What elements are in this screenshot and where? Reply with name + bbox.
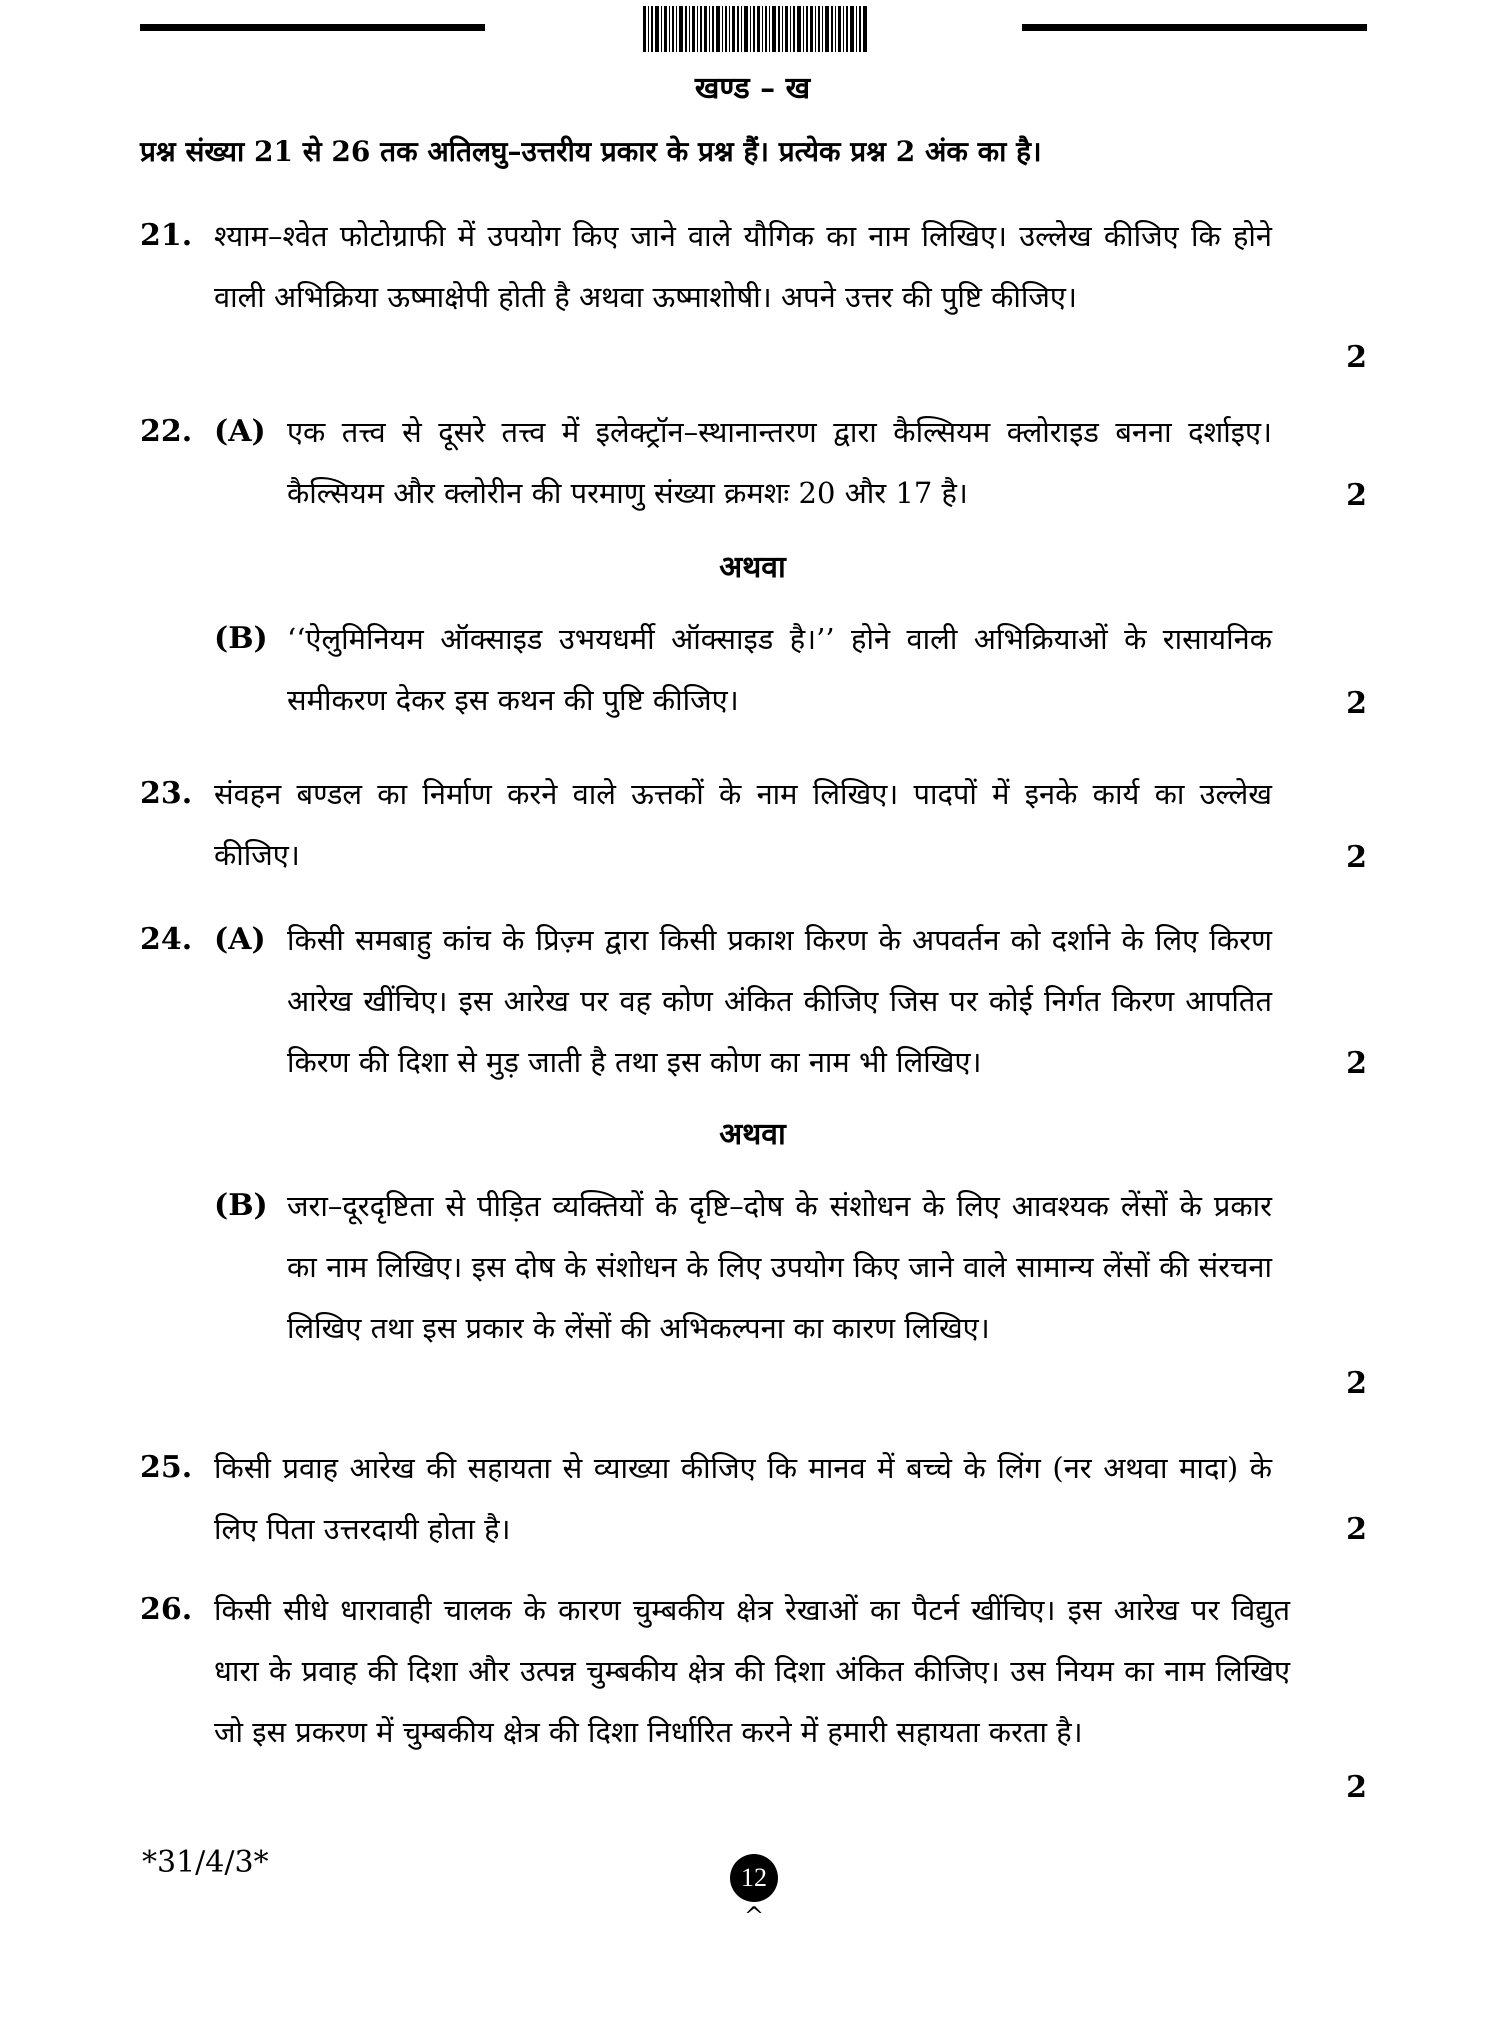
barcode-icon bbox=[643, 6, 867, 52]
question-24-option-a-label: (A) bbox=[214, 922, 266, 957]
question-24-or-label: अथवा bbox=[719, 1117, 786, 1152]
question-22-option-b-label: (B) bbox=[214, 621, 268, 656]
question-number-23: 23. bbox=[140, 776, 193, 811]
question-22-option-b-text: ‘‘ऐलुमिनियम ऑक्साइड उभयधर्मी ऑक्साइड है।’’ होने वाली अभिक्रियाओं के रासायनिक समीकरण देकर इस कथन की पुष्टि कीजिए। bbox=[287, 622, 1272, 717]
question-marks-21: 2 bbox=[1346, 340, 1367, 375]
question-number-25: 25. bbox=[140, 1450, 193, 1485]
page-number-badge: 12 bbox=[730, 1854, 778, 1902]
question-22-option-b-marks: 2 bbox=[1346, 686, 1367, 721]
question-text-25: किसी प्रवाह आरेख की सहायता से व्याख्या कीजिए कि मानव में बच्चे के लिंग (नर अथवा मादा) के लिए पिता उत्तरदायी होता है। bbox=[214, 1451, 1272, 1546]
paper-code: *31/4/3* bbox=[142, 1845, 269, 1880]
question-number-26: 26. bbox=[140, 1592, 193, 1627]
section-instruction: प्रश्न संख्या 21 से 26 तक अतिलघु–उत्तरीय प्रकार के प्रश्न हैं। प्रत्येक प्रश्न 2 अंक का है। bbox=[140, 135, 1042, 168]
question-24-option-b-marks: 2 bbox=[1346, 1366, 1367, 1401]
question-number-24: 24. bbox=[140, 922, 193, 957]
question-number-22: 22. bbox=[140, 414, 193, 449]
question-marks-26: 2 bbox=[1346, 1770, 1367, 1805]
question-24-option-a-text: किसी समबाहु कांच के प्रिज़्म द्वारा किसी प्रकाश किरण के अपवर्तन को दर्शाने के लिए किरण आरेख खींचिए। इस आरेख पर वह कोण अंकित कीजिए जिस पर कोई निर्गत किरण आपतित किरण की दिशा से मुड़ जाती है तथा इस कोण का नाम भी लिखिए। bbox=[287, 923, 1272, 1079]
header-rule-right bbox=[1022, 24, 1367, 31]
section-title: खण्ड – ख bbox=[694, 71, 811, 106]
question-marks-23: 2 bbox=[1346, 840, 1367, 875]
question-marks-25: 2 bbox=[1346, 1512, 1367, 1547]
header-rule-left bbox=[140, 24, 485, 31]
caret-mark: ^ bbox=[744, 1902, 765, 1930]
question-text-21: श्याम–श्वेत फोटोग्राफी में उपयोग किए जाने वाले यौगिक का नाम लिखिए। उल्लेख कीजिए कि होने वाली अभिक्रिया ऊष्माक्षेपी होती है अथवा ऊष्माशोषी। अपने उत्तर की पुष्टि कीजिए। bbox=[214, 219, 1272, 314]
question-22-option-a-label: (A) bbox=[214, 414, 266, 449]
question-22-option-a-text: एक तत्त्व से दूसरे तत्त्व में इलेक्ट्रॉन–स्थानान्तरण द्वारा कैल्सियम क्लोराइड बनना दर्शाइए। कैल्सियम और क्लोरीन की परमाणु संख्या क्रमशः 20 और 17 है। bbox=[287, 415, 1272, 510]
question-number-21: 21. bbox=[140, 218, 193, 253]
question-22-option-a-marks: 2 bbox=[1346, 478, 1367, 513]
question-22-or-label: अथवा bbox=[719, 550, 786, 585]
question-24-option-b-label: (B) bbox=[214, 1188, 268, 1223]
question-text-26: किसी सीधे धारावाही चालक के कारण चुम्बकीय क्षेत्र रेखाओं का पैटर्न खींचिए। इस आरेख पर विद्युत धारा के प्रवाह की दिशा और उत्पन्न चुम्बकीय क्षेत्र की दिशा अंकित कीजिए। उस नियम का नाम लिखिए जो इस प्रकरण में चुम्बकीय क्षेत्र की दिशा निर्धारित करने में हमारी सहायता करता है। bbox=[214, 1593, 1290, 1749]
question-text-23: संवहन बण्डल का निर्माण करने वाले ऊत्तकों के नाम लिखिए। पादपों में इनके कार्य का उल्लेख कीजिए। bbox=[214, 777, 1272, 872]
question-24-option-a-marks: 2 bbox=[1346, 1046, 1367, 1081]
question-24-option-b-text: जरा–दूरदृष्टिता से पीड़ित व्यक्तियों के दृष्टि–दोष के संशोधन के लिए आवश्यक लेंसों के प्रकार का नाम लिखिए। इस दोष के संशोधन के लिए उपयोग किए जाने वाले सामान्य लेंसों की संरचना लिखिए तथा इस प्रकार के लेंसों की अभिकल्पना का कारण लिखिए। bbox=[287, 1189, 1272, 1345]
